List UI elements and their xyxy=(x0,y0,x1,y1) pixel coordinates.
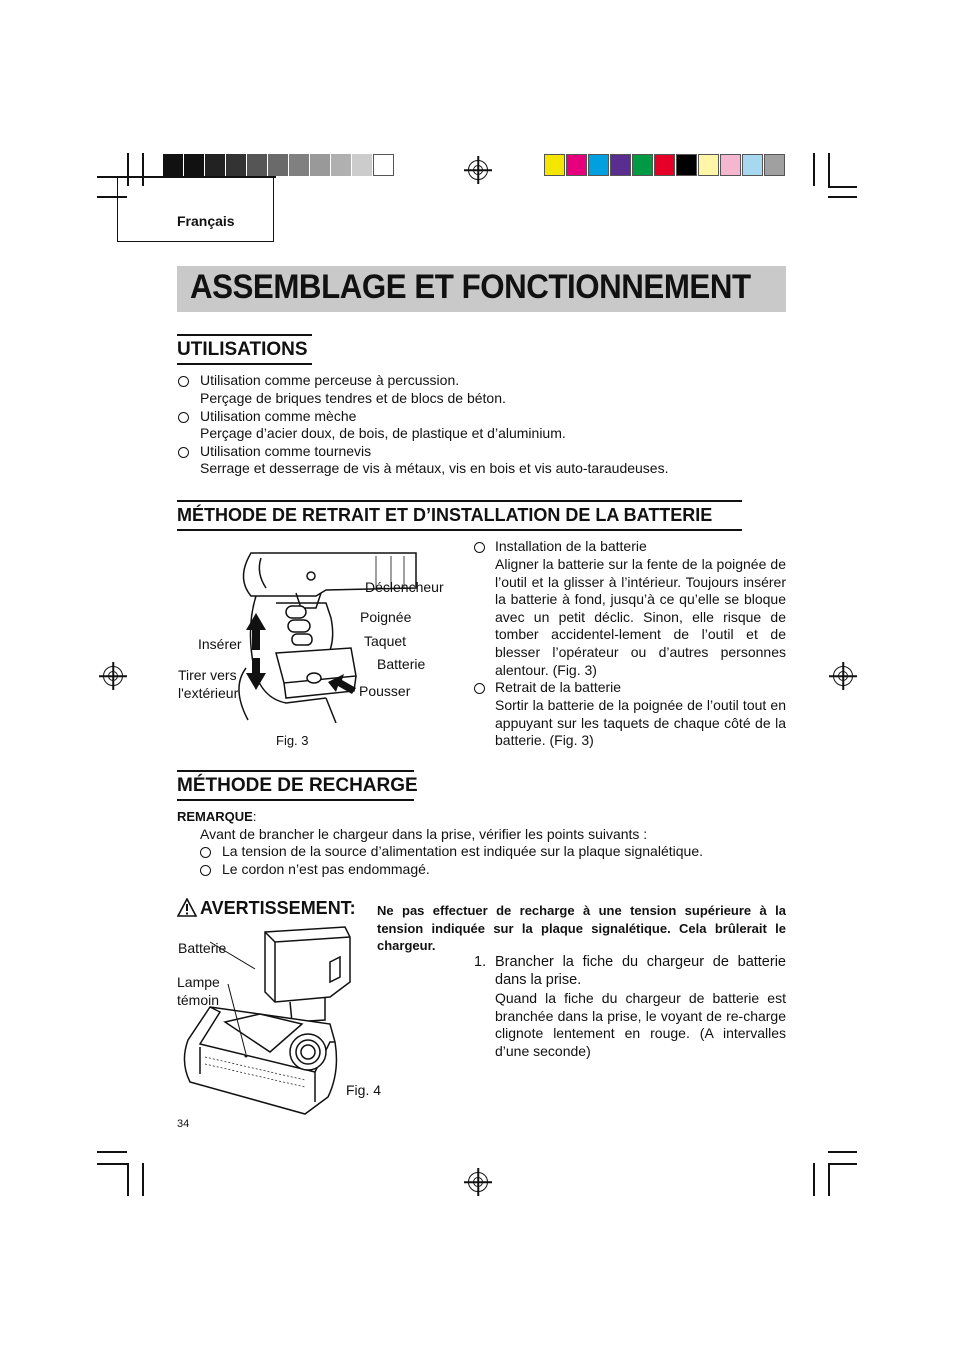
fig4-label-lampe-1: Lampe xyxy=(177,974,220,990)
remarque-label-text: REMARQUE xyxy=(177,809,253,824)
warning-text: Ne pas effectuer de recharge à une tension supérieure à la tension indiquée sur la plaque signalétique. Cela brûlerait le chargeur. xyxy=(377,903,786,954)
fig3-label-declencheur: Déclencheur xyxy=(365,579,444,595)
color-swatch xyxy=(310,154,331,176)
recharge-heading: MÉTHODE DE RECHARGE xyxy=(177,775,418,796)
check-item: La tension de la source d’alimentation est indiquée sur la plaque signalétique. xyxy=(222,843,703,859)
color-swatch xyxy=(289,154,310,176)
bullet-icon xyxy=(474,683,485,694)
bullet-icon xyxy=(200,865,211,876)
color-swatch xyxy=(247,154,268,176)
bullet-icon xyxy=(178,376,189,387)
gray-color-bar xyxy=(163,154,394,176)
process-color-bar xyxy=(544,154,786,176)
warning-label: AVERTISSEMENT: xyxy=(200,898,356,918)
fig3-label-taquet: Taquet xyxy=(364,633,407,649)
fig4-label-batterie: Batterie xyxy=(178,940,227,956)
fig3-label-batterie: Batterie xyxy=(377,656,426,672)
registration-mark-right xyxy=(833,666,853,686)
color-swatch xyxy=(373,154,394,176)
use-item-title: Utilisation comme perceuse à percussion. xyxy=(200,372,460,388)
check-item: Le cordon n’est pas endommagé. xyxy=(222,861,430,877)
remarque-label xyxy=(177,808,256,826)
color-swatch xyxy=(352,154,373,176)
installation-title: Installation de la batterie xyxy=(495,538,647,554)
color-swatch xyxy=(610,154,631,176)
fig4-caption: Fig. 4 xyxy=(346,1082,382,1098)
remarque-intro: Avant de brancher le chargeur dans la prise, vérifier les points suivants : xyxy=(200,826,648,842)
page-title: ASSEMBLAGE ET FONCTIONNEMENT xyxy=(190,268,751,306)
step1-number: 1. xyxy=(474,954,487,970)
batterie-rule-bottom xyxy=(177,529,742,531)
recharge-rule-top xyxy=(177,770,414,772)
step1-text: Quand la fiche du chargeur de batterie est branchée dans la prise, le voyant de re-charge clignote lentement en rouge. (A intervalles d’une seconde) xyxy=(495,990,786,1059)
batterie-rule-top xyxy=(177,500,742,502)
color-swatch xyxy=(764,154,785,176)
registration-mark-top xyxy=(468,160,488,180)
language-tab xyxy=(117,176,274,242)
color-swatch xyxy=(544,154,565,176)
bullet-icon xyxy=(474,542,485,553)
color-swatch xyxy=(588,154,609,176)
retrait-text: Sortir la batterie de la poignée de l’outil tout en appuyant sur les taquets de chaque côté de la batterie. (Fig. 3) xyxy=(495,697,786,749)
color-swatch xyxy=(566,154,587,176)
color-swatch xyxy=(676,154,697,176)
use-item-detail: Perçage de briques tendres et de blocs de béton. xyxy=(200,390,506,406)
color-swatch xyxy=(632,154,653,176)
fig3-label-inserer: Insérer xyxy=(198,636,242,652)
use-item-title: Utilisation comme mèche xyxy=(200,408,357,424)
fig3-label-poignee: Poignée xyxy=(360,609,412,625)
bullet-icon xyxy=(178,447,189,458)
use-item-detail: Serrage et desserrage de vis à métaux, vis en bois et vis auto-taraudeuses. xyxy=(200,460,669,476)
color-swatch xyxy=(742,154,763,176)
fig3-label-tirer-2: l'extérieur xyxy=(178,685,239,701)
recharge-rule-bottom xyxy=(177,799,414,801)
fig3-caption: Fig. 3 xyxy=(276,733,309,748)
installation-text: Aligner la batterie sur la fente de la poignée de l’outil et la glisser à l’intérieur. Toujours insérer la batterie à fond, jusqu’à ce qu’elle se bloque avec un petit déclic. Sinon, elle risque de tomber accidentel-lement de l’outil et de blesser l’opérateur ou d’autres personnes alentour. (Fig. 3) xyxy=(495,556,786,678)
registration-mark-left xyxy=(103,666,123,686)
registration-mark-bottom xyxy=(468,1172,488,1192)
color-swatch xyxy=(331,154,352,176)
retrait-title: Retrait de la batterie xyxy=(495,679,622,695)
color-swatch xyxy=(698,154,719,176)
color-swatch xyxy=(720,154,741,176)
bullet-icon xyxy=(200,847,211,858)
warning-triangle-icon xyxy=(177,898,197,917)
color-swatch xyxy=(205,154,226,176)
color-swatch xyxy=(268,154,289,176)
utilisations-rule-top xyxy=(177,334,312,336)
page-number: 34 xyxy=(177,1118,190,1130)
color-swatch xyxy=(654,154,675,176)
utilisations-heading: UTILISATIONS xyxy=(177,339,308,360)
fig4-label-lampe-2: témoin xyxy=(177,992,220,1008)
language-label: Français xyxy=(177,213,235,229)
color-swatch xyxy=(163,154,184,176)
batterie-heading: MÉTHODE DE RETRAIT ET D’INSTALLATION DE LA BATTERIE xyxy=(177,505,713,525)
utilisations-rule-bottom xyxy=(177,363,312,365)
use-item-title: Utilisation comme tournevis xyxy=(200,443,372,459)
color-swatch xyxy=(184,154,205,176)
bullet-icon xyxy=(178,412,189,423)
color-swatch xyxy=(226,154,247,176)
step1-title: Brancher la fiche du chargeur de batterie dans la prise. xyxy=(495,954,786,988)
remarque-colon: : xyxy=(252,809,257,824)
use-item-detail: Perçage d’acier doux, de bois, de plastique et d’aluminium. xyxy=(200,425,566,441)
fig3-label-pousser: Pousser xyxy=(359,683,411,699)
fig3-label-tirer-1: Tirer vers xyxy=(178,667,237,683)
